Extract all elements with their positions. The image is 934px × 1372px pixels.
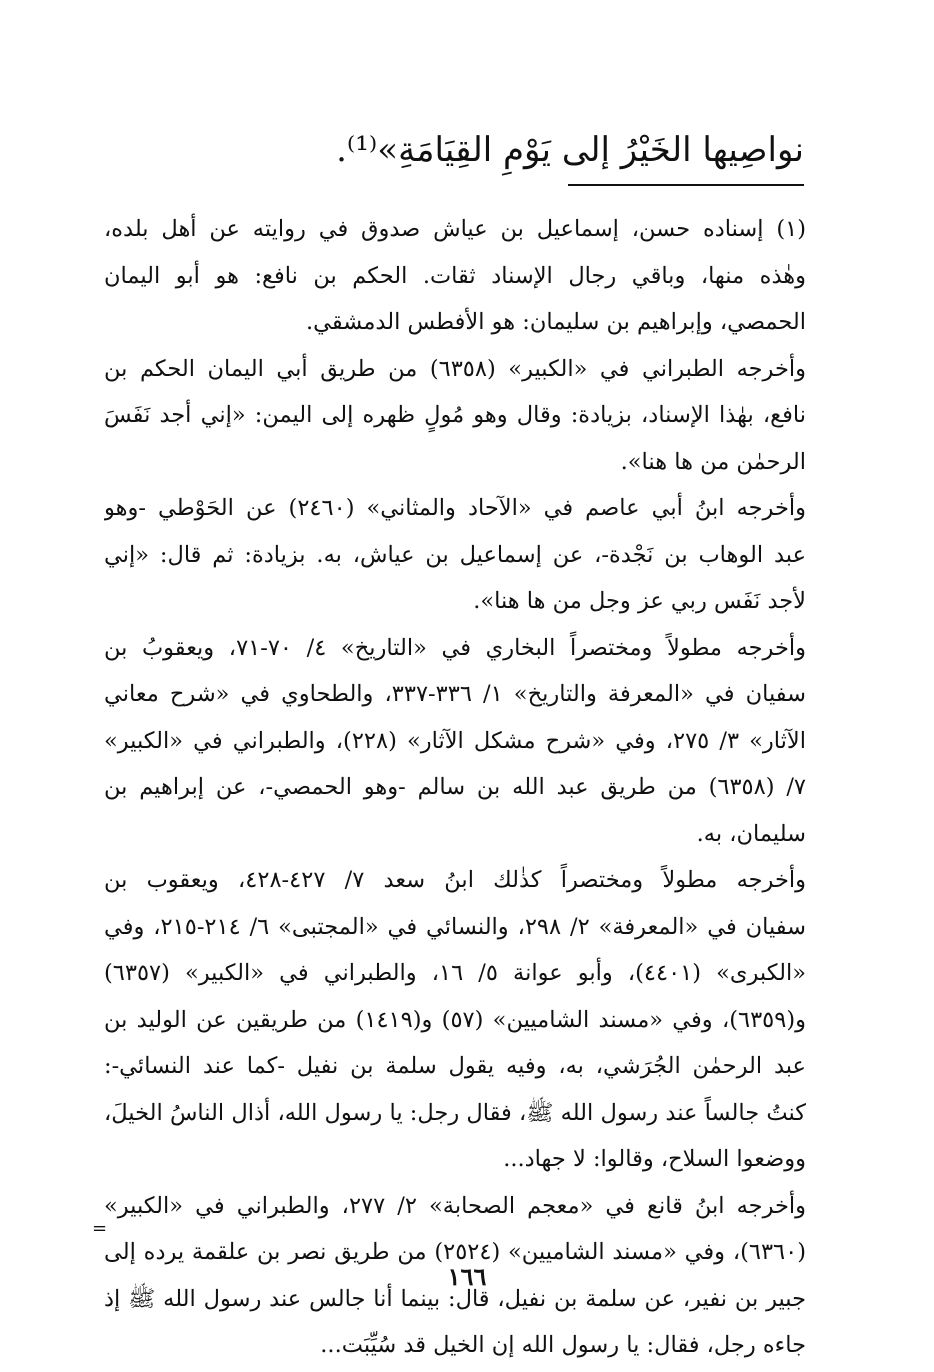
- footnote-line: و(٦٣٥٩)، وفي «مسند الشاميين» (٥٧) و(١٤١٩) من طريقين عن الوليد بن: [104, 1006, 806, 1033]
- footnote-line: وهٰذه منها، وباقي رجال الإسناد ثقات. الحكم بن نافع: هو أبو اليمان: [104, 262, 806, 289]
- main-text-line: نواصِيها الخَيْرُ إلى يَوْمِ القِيَامَةِ»⁽¹⁾.: [336, 130, 804, 170]
- footnote-separator: [568, 184, 804, 186]
- footnote-line: وأخرجه ابنُ قانع في «معجم الصحابة» ٢/ ٢٧٧، والطبراني في «الكبير»: [104, 1192, 806, 1219]
- footnote-line: (١) إسناده حسن، إسماعيل بن عياش صدوق في روايته عن أهل بلده،: [104, 216, 806, 242]
- footnote-line: وأخرجه ابنُ أبي عاصم في «الآحاد والمثاني» (٢٤٦٠) عن الحَوْطي -وهو: [104, 495, 806, 521]
- footnote-line: جاءه رجل، فقال: يا رسول الله إن الخيل قد سُيِّبَت...: [320, 1332, 806, 1358]
- footnote-line: جبير بن نفير، عن سلمة بن نفيل، قال: بينما أنا جالس عند رسول الله ﷺ إذ: [104, 1285, 806, 1312]
- footnote-line: سفيان في «المعرفة والتاريخ» ١/ ٣٣٦-٣٣٧، والطحاوي في «شرح معاني: [104, 681, 806, 707]
- footnote-line: وأخرجه مطولاً ومختصراً البخاري في «التاريخ» ٤/ ٧٠-٧١، ويعقوبُ بن: [104, 634, 806, 661]
- continuation-mark: =: [92, 1218, 108, 1239]
- footnote-line: سليمان، به.: [696, 820, 806, 847]
- footnote-line: عبد الرحمٰن الجُرَشي، به، وفيه يقول سلمة بن نفيل -كما عند النسائي-:: [104, 1053, 806, 1079]
- footnotes-block: [104, 206, 806, 1369]
- footnote-line: وأخرجه الطبراني في «الكبير» (٦٣٥٨) من طريق أبي اليمان الحكم بن: [104, 355, 806, 382]
- footnote-line: الآثار» ٣/ ٢٧٥، وفي «شرح مشكل الآثار» (٢٢٨)، والطبراني في «الكبير»: [104, 727, 806, 754]
- footnote-line: الرحمٰن من ها هنا».: [620, 448, 806, 475]
- footnote-line: نافع، بهٰذا الإسناد، بزيادة: وقال وهو مُولٍ ظهره إلى اليمن: «إني أجد نَفَسَ: [104, 402, 806, 428]
- footnote-line: لأجد نَفَس ربي عز وجل من ها هنا».: [473, 588, 806, 614]
- footnote-line: ووضعوا السلاح، وقالوا: لا جهاد...: [503, 1146, 806, 1172]
- footnote-line: الحمصي، وإبراهيم بن سليمان: هو الأفطس الدمشقي.: [306, 309, 806, 335]
- footnote-line: كنتُ جالساً عند رسول الله ﷺ، فقال رجل: يا رسول الله، أذال الناسُ الخيلَ،: [104, 1099, 806, 1126]
- footnote-line: وأخرجه مطولاً ومختصراً كذٰلك ابنُ سعد ٧/ ٤٢٧-٤٢٨، ويعقوب بن: [104, 867, 806, 893]
- footnote-line: ٧/ (٦٣٥٨) من طريق عبد الله بن سالم -وهو الحمصي-، عن إبراهيم بن: [104, 774, 806, 800]
- footnote-line: «الكبرى» (٤٤٠١)، وأبو عوانة ٥/ ١٦، والطبراني في «الكبير» (٦٣٥٧): [104, 960, 806, 986]
- footnote-line: (٦٣٦٠)، وفي «مسند الشاميين» (٢٥٢٤) من طريق نصر بن علقمة يرده إلى: [104, 1239, 806, 1265]
- footnote-line: عبد الوهاب بن نَجْدة-، عن إسماعيل بن عياش، به. بزيادة: ثم قال: «إني: [104, 541, 806, 568]
- footnote-line: سفيان في «المعرفة» ٢/ ٢٩٨، والنسائي في «المجتبى» ٦/ ٢١٤-٢١٥، وفي: [104, 913, 806, 940]
- page-number: ١٦٦: [447, 1262, 487, 1291]
